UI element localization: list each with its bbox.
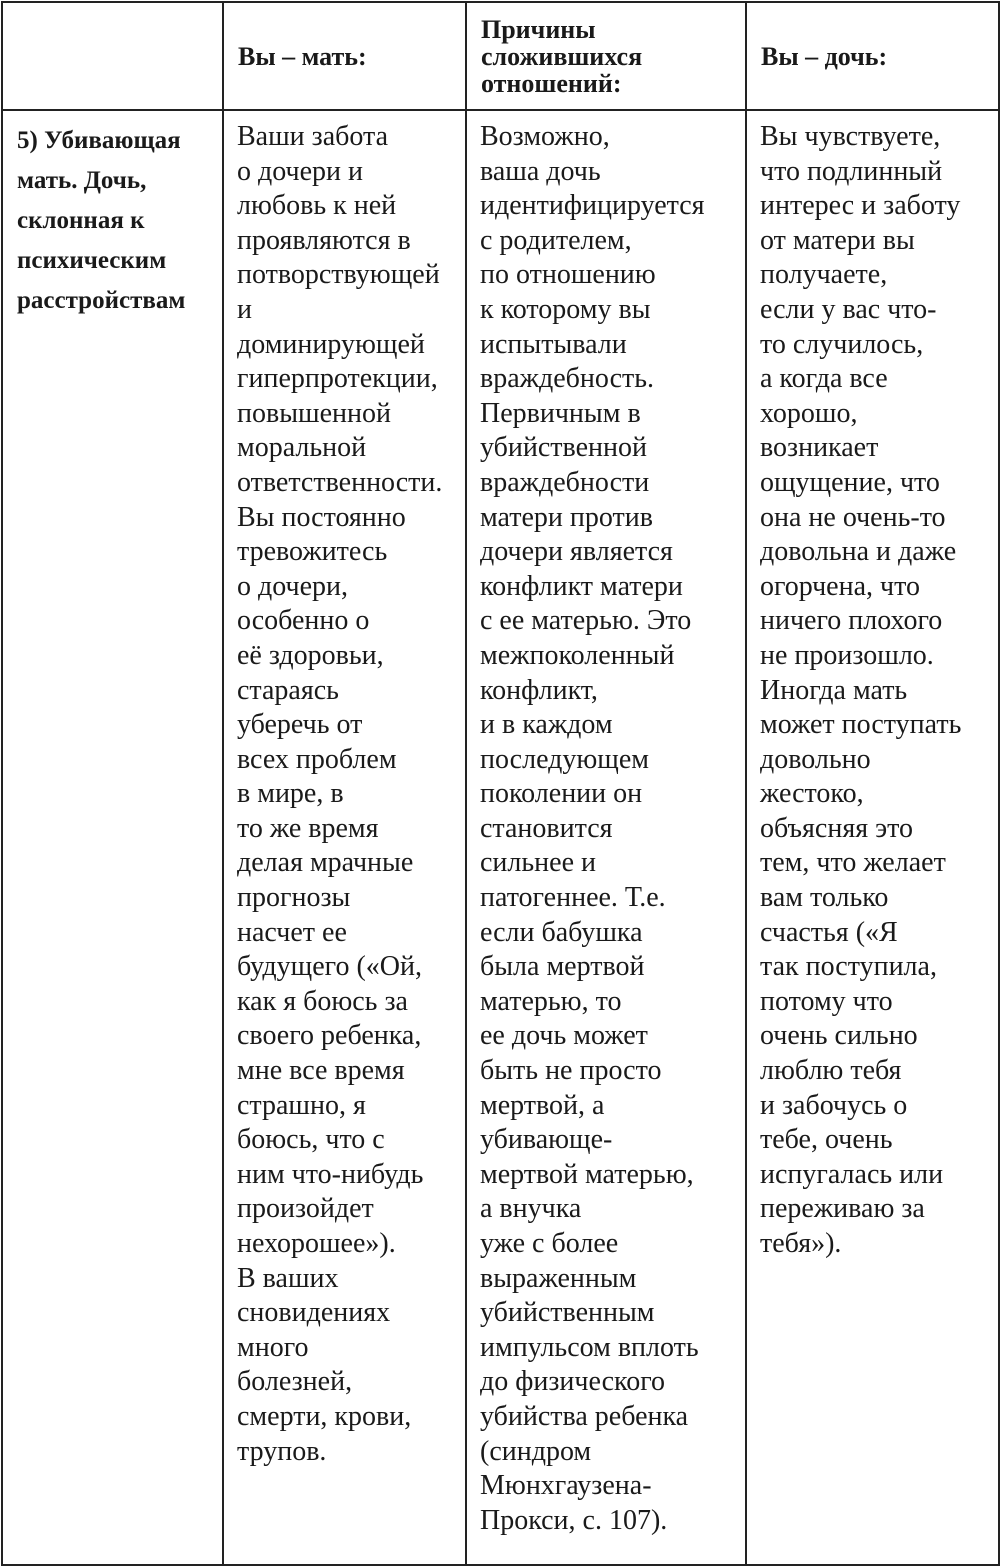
header-daughter xyxy=(746,2,999,110)
header-reasons-label: Причины сложившихся отношений: xyxy=(481,14,643,98)
header-empty-cell xyxy=(2,2,223,110)
header-daughter-label: Вы – дочь: xyxy=(761,41,888,71)
table-row xyxy=(2,110,999,1565)
table-header-row xyxy=(2,2,999,110)
comparison-table xyxy=(1,1,1000,1566)
header-mother-label: Вы – мать: xyxy=(238,41,367,71)
header-reasons xyxy=(466,2,746,110)
mother-cell: Ваши забота о дочери и любовь к ней проявляются в потворствующей и доминирующей гиперпротекции, повышенной моральной ответственности. Вы постоянно тревожитесь о дочери, особенно о её здоровьи, стараясь уберечь от всех проблем в мире, в то же время делая мрачные прогнозы насчет ее будущего («Ой, как я боюсь за своего ребенка, мне все время страшно, я боюсь, что с ним что-нибудь произойдет нехорошее»). В ваших сновидениях много болезней, смерти, крови, трупов. xyxy=(223,110,466,1565)
daughter-cell: Вы чувствуете, что подлинный интерес и заботу от матери вы получаете, если у вас что- то случилось, а когда все хорошо, возникает ощущение, что она не очень-то довольна и даже огорчена, что ничего плохого не произошло. Иногда мать может поступать довольно жестоко, объясняя это тем, что желает вам только счастья («Я так поступила, потому что очень сильно люблю тебя и забочусь о тебе, очень испугалась или переживаю за тебя»). xyxy=(746,110,999,1565)
row-label-cell: 5) Убивающая мать. Дочь, склонная к психическим расстройствам xyxy=(2,110,223,1565)
reasons-cell: Возможно, ваша дочь идентифицируется с родителем, по отношению к которому вы испытывали враждебность. Первичным в убийственной враждебности матери против дочери является конфликт матери с ее матерью. Это межпоколенный конфликт, и в каждом последующем поколении он становится сильнее и патогеннее. Т.е. если бабушка была мертвой матерью, то ее дочь может быть не просто мертвой, а убивающе- мертвой матерью, а внучка уже с более выраженным убийственным импульсом вплоть до физического убийства ребенка (синдром Мюнхгаузена- Прокси, с. 107). xyxy=(466,110,746,1565)
header-mother xyxy=(223,2,466,110)
